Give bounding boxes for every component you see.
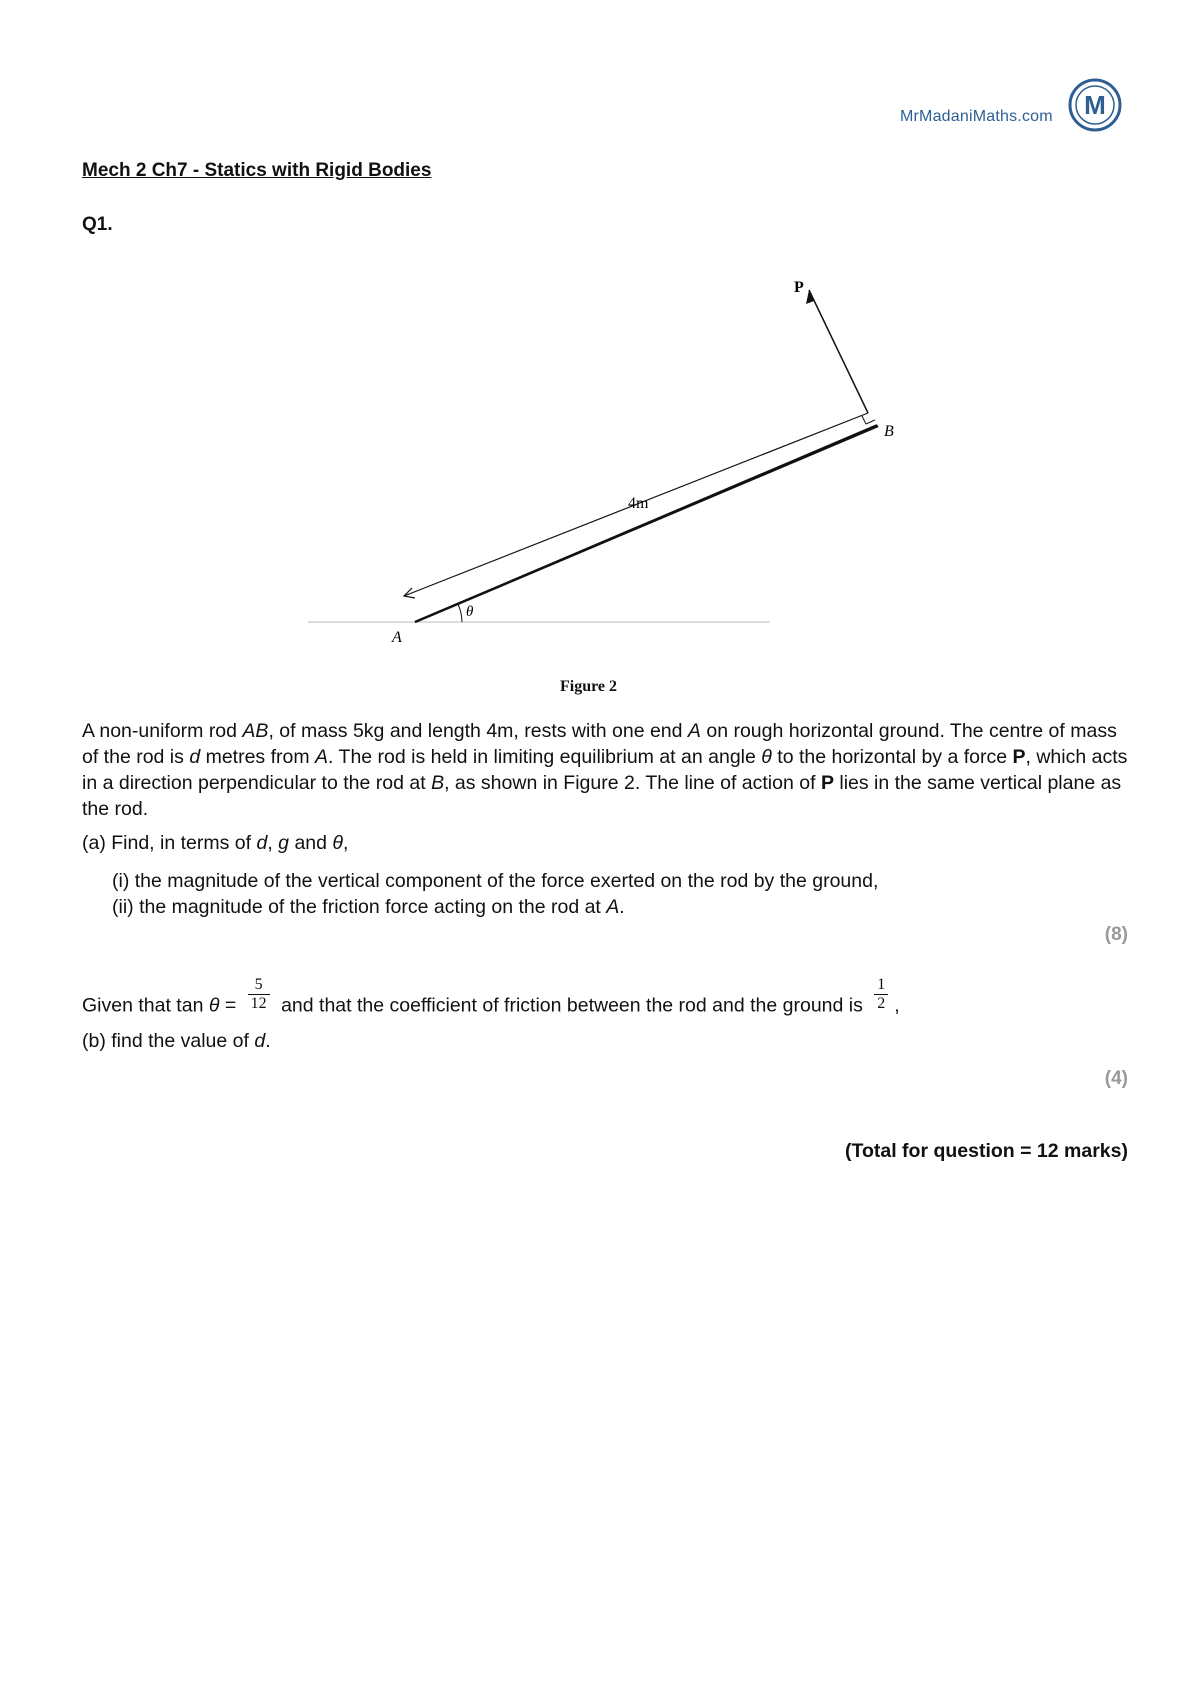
part-a	[82, 832, 348, 855]
equals: =	[219, 994, 242, 1017]
given-lead: Given that tan	[82, 994, 209, 1017]
label-p: P	[794, 279, 804, 296]
fraction-denominator: 2	[877, 995, 886, 1012]
var-p: P	[1012, 746, 1026, 768]
fraction-mu	[874, 976, 888, 1013]
part-a-ii-text: (ii) the magnitude of the friction force acting on the rod at	[112, 896, 607, 918]
var-a: A	[315, 746, 329, 768]
var-theta: θ	[332, 832, 343, 854]
var-d: d	[254, 1030, 266, 1052]
page-title: Mech 2 Ch7 - Statics with Rigid Bodies	[82, 160, 432, 181]
question-text	[82, 718, 1132, 822]
var-a: A	[606, 896, 620, 918]
given-middle: and that the coefficient of friction between the rod and the ground is	[281, 994, 869, 1017]
fraction-numerator: 5	[254, 976, 263, 993]
label-b: B	[884, 423, 894, 440]
logo-mark: M	[1084, 90, 1106, 120]
label-a: A	[392, 629, 402, 646]
var-a: A	[687, 720, 701, 742]
punct: ,	[267, 832, 279, 854]
figure-caption: Figure 2	[560, 678, 618, 695]
body-text: , of mass 5kg and length 4m, rests with one end	[268, 720, 688, 742]
part-a-ii	[112, 896, 625, 919]
var-theta: θ	[208, 994, 220, 1017]
force-p-line	[809, 290, 868, 413]
given-statement	[82, 976, 900, 1025]
right-angle-mark	[862, 416, 875, 424]
dimension-arrowhead	[404, 588, 415, 598]
question-number: Q1.	[82, 214, 113, 235]
angle-arc	[458, 604, 462, 622]
var-theta: θ	[761, 746, 772, 768]
fraction-tan	[248, 976, 270, 1013]
part-b	[82, 1030, 271, 1053]
body-text: , which acts in a direction perpendicular to the rod at	[82, 746, 1128, 794]
marks-a: (8)	[1104, 924, 1128, 945]
body-text: . The rod is held in limiting equilibrium at an angle	[328, 746, 762, 768]
marks-b: (4)	[1104, 1068, 1128, 1089]
var-p: P	[820, 772, 834, 794]
var-d: d	[189, 746, 201, 768]
part-b-lead: (b) find the value of	[82, 1030, 255, 1052]
fraction-numerator: 1	[877, 976, 886, 993]
fraction-denominator: 12	[250, 995, 267, 1012]
body-text: A non-uniform rod	[82, 720, 243, 742]
var-b: B	[431, 772, 445, 794]
var-d: d	[256, 832, 268, 854]
logo-icon	[1068, 78, 1122, 137]
body-text: , as shown in Figure 2. The line of action of	[444, 772, 821, 794]
total-marks: (Total for question = 12 marks)	[845, 1140, 1128, 1162]
part-a-i: (i) the magnitude of the vertical component of the force exerted on the rod by the ground,	[112, 870, 879, 892]
body-text: metres from	[200, 746, 316, 768]
logo-text: MrMadaniMaths.com	[900, 108, 1053, 125]
punct: .	[619, 896, 625, 918]
figure-rod-diagram	[300, 270, 894, 675]
var-ab: AB	[242, 720, 269, 742]
punct: ,	[343, 832, 349, 854]
punct: ,	[894, 994, 900, 1017]
rod-edge	[415, 425, 877, 622]
body-text: to the horizontal by a force	[771, 746, 1013, 768]
conj: and	[289, 832, 333, 854]
label-angle: θ	[466, 604, 474, 620]
part-a-lead: (a) Find, in terms of	[82, 832, 257, 854]
body-text: on rough horizontal ground. The centre of mass of the rod is	[82, 720, 1117, 768]
label-length: 4m	[628, 495, 649, 512]
body-text: lies in the same vertical plane as the rod.	[82, 772, 1122, 820]
punct: .	[265, 1030, 271, 1052]
var-g: g	[278, 832, 290, 854]
